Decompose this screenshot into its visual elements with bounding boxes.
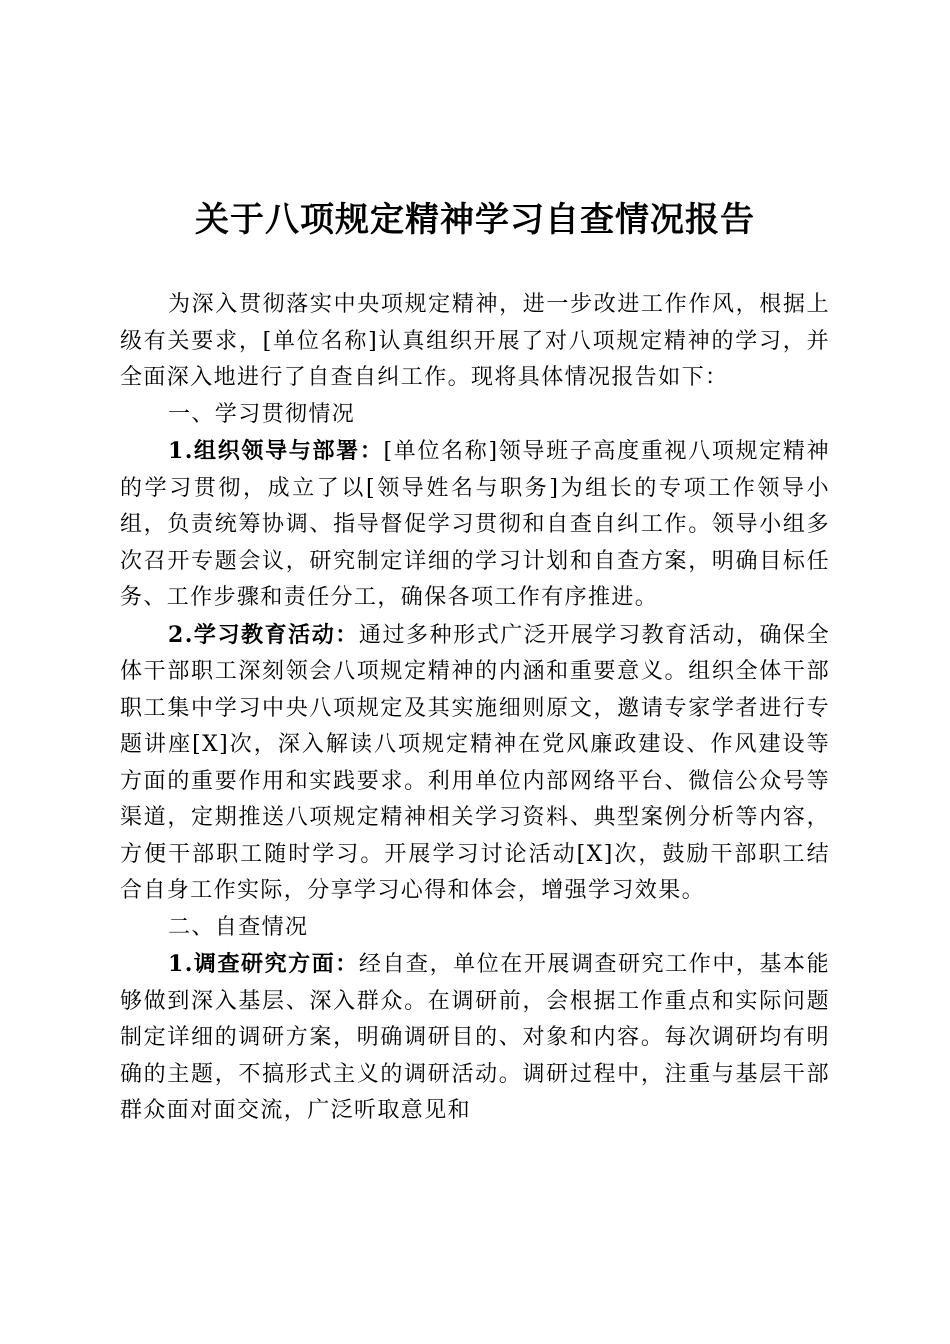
section-heading-study: 一、学习贯彻情况 — [168, 401, 356, 427]
paragraph-education — [120, 617, 830, 910]
paragraph-lead: 1.组织领导与部署： — [168, 438, 384, 464]
paragraph-organization — [120, 433, 830, 617]
section-heading-self-check: 二、自查情况 — [168, 914, 309, 940]
paragraph-lead: 1.调查研究方面： — [168, 951, 359, 977]
paragraph-research — [120, 946, 830, 1130]
paragraph-lead: 2.学习教育活动： — [168, 621, 359, 648]
document-body — [120, 287, 830, 1130]
paragraph-text: 通过多种形式广泛开展学习教育活动，确保全体干部职工深刻领会八项规定精神的内涵和重要意义。组织全体干部职工集中学习中央八项规定及其实施细则原文，邀请专家学者进行专题讲座[X]次，深入解读八项规定精神在党风廉政建设、作风建设等方面的重要作用和实践要求。利用单位内部网络平台、微信公众号等渠道，定期推送八项规定精神相关学习资料、典型案例分析等内容，方便干部职工随时学习。开展学习讨论活动[X]次，鼓励干部职工结合自身工作实际，分享学习心得和体会，增强学习效果。 — [120, 622, 830, 903]
paragraph-text: 经自查，单位在开展调查研究工作中，基本能够做到深入基层、深入群众。在调研前，会根据工作重点和实际问题制定详细的调研方案，明确调研目的、对象和内容。每次调研均有明确的主题，不搞形式主义的调研活动。调研过程中，注重与基层干部群众面对面交流，广泛听取意见和 — [120, 952, 830, 1123]
document-title: 关于八项规定精神学习自查情况报告 — [195, 200, 755, 240]
intro-paragraph: 为深入贯彻落实中央项规定精神，进一步改进工作作风，根据上级有关要求，[单位名称]认真组织开展了对八项规定精神的学习，并全面深入地进行了自查自纠工作。现将具体情况报告如下： — [120, 292, 830, 390]
paragraph-text: [单位名称]领导班子高度重视八项规定精神的学习贯彻，成立了以[领导姓名与职务]为组长的专项工作领导小组，负责统筹协调、指导督促学习贯彻和自查自纠工作。领导小组多次召开专题会议，研究制定详细的学习计划和自查方案，明确目标任务、工作步骤和责任分工，确保各项工作有序推进。 — [120, 439, 831, 610]
